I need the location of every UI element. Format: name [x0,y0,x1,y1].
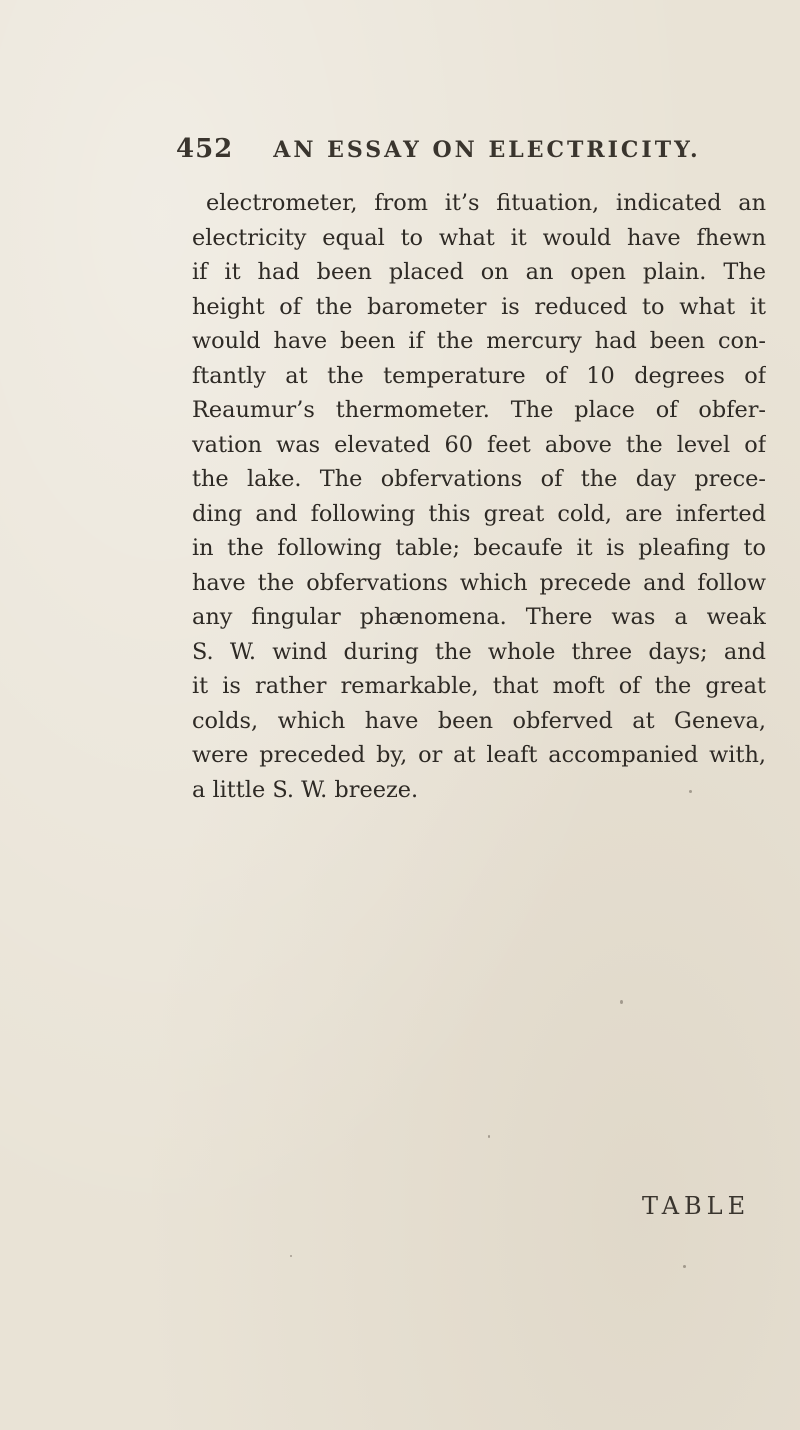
text-line: ftantly at the temperature of 10 degrees of [192,362,766,389]
text-line: were preceded by, or at leaft accompanied with, [192,742,766,768]
text-line: have the obfervations which precede and follow [192,569,766,596]
text-line: vation was elevated 60 feet above the level of [192,431,766,458]
text-line: would have been if the mercury had been con- [192,328,766,354]
body-paragraph [192,186,766,807]
paper-speck [620,1000,623,1004]
running-head [176,134,776,174]
text-line: electrometer, from it’s fituation, indicated an [206,190,766,216]
text-line: a little S. W. breeze. [192,776,419,803]
paper-speck [683,1265,686,1268]
text-line: height of the barometer is reduced to what it [192,293,766,320]
running-title: AN ESSAY ON ELECTRICITY. [273,137,701,163]
paper-speck [488,1135,490,1138]
text-line: any fingular phænomena. There was a weak [192,604,766,630]
text-line: colds, which have been obferved at Geneva, [192,707,766,734]
page-number: 452 [176,134,234,164]
text-line: it is rather remarkable, that moft of the great [192,673,766,699]
text-line: ding and following this great cold, are inferted [192,500,766,527]
text-line: Reaumur’s thermometer. The place of obfer- [192,397,766,423]
text-line: electricity equal to what it would have fhewn [192,224,766,251]
text-line: the lake. The obfervations of the day prece- [192,466,766,492]
paper-speck [689,790,692,793]
paper-speck [290,1255,292,1257]
text-line: S. W. wind during the whole three days; and [192,638,766,665]
catchword: TABLE [642,1192,751,1220]
text-line: in the following table; becaufe it is pleafing to [192,535,766,561]
text-line: if it had been placed on an open plain. The [192,259,766,285]
